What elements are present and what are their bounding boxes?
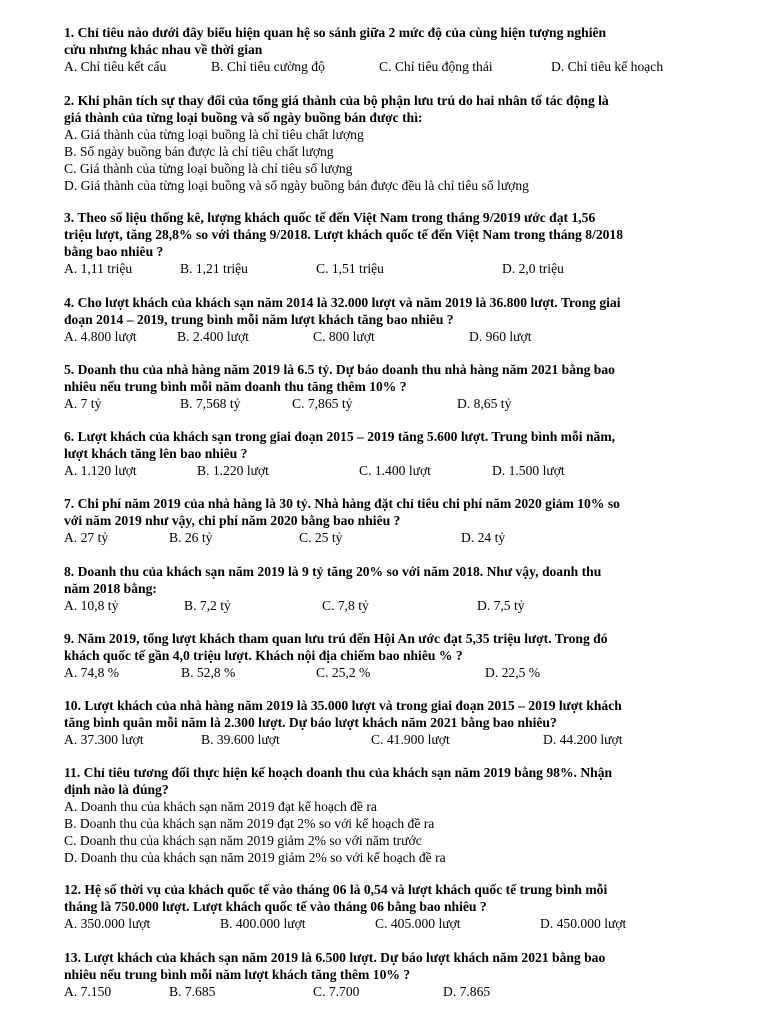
answer-option-c: C. 7,8 tỷ — [322, 598, 369, 613]
answer-option-d: D. Giá thành của từng loại buồng và số ngày buồng bán được đều là chỉ tiêu số lượng — [64, 178, 529, 193]
answer-options — [64, 462, 714, 479]
question-text-line: 13. Lượt khách của khách sạn năm 2019 là 6.500 lượt. Dự báo lượt khách năm 2021 bằng bao — [64, 950, 606, 965]
answer-option-b: B. 1.220 lượt — [197, 463, 269, 478]
answer-option-c: C. 1.400 lượt — [359, 463, 431, 478]
answer-options — [64, 529, 714, 546]
question-text-line: 7. Chi phí năm 2019 của nhà hàng là 30 tỷ. Nhà hàng đặt chỉ tiêu chi phí năm 2020 giảm 10% so — [64, 496, 620, 511]
question-text-line: bằng bao nhiêu ? — [64, 244, 164, 259]
question-text-line: với năm 2019 như vậy, chi phí năm 2020 bằng bao nhiêu ? — [64, 513, 401, 528]
answer-option-a: A. 10,8 tỷ — [64, 598, 119, 613]
answer-options — [64, 260, 714, 277]
question-text-line: tăng bình quân mỗi năm là 2.300 lượt. Dự báo lượt khách năm 2021 bằng bao nhiêu? — [64, 715, 557, 730]
question-8 — [64, 563, 714, 614]
answer-option-a: A. 4.800 lượt — [64, 329, 137, 344]
question-text-line: 1. Chỉ tiêu nào dưới đây biểu hiện quan hệ so sánh giữa 2 mức độ của cùng hiện tượng nghiên — [64, 25, 607, 40]
answer-option-d: D. 44.200 lượt — [543, 732, 623, 747]
answer-option-a: A. Doanh thu của khách sạn năm 2019 đạt kế hoạch đề ra — [64, 799, 377, 814]
answer-options — [64, 915, 714, 932]
question-text-line: năm 2018 bằng: — [64, 581, 157, 596]
question-11 — [64, 764, 714, 866]
answer-option-b: B. Số ngày buồng bán được là chỉ tiêu chất lượng — [64, 144, 334, 159]
question-text-line: 5. Doanh thu của nhà hàng năm 2019 là 6.5 tỷ. Dự báo doanh thu nhà hàng năm 2021 bằng bao — [64, 362, 615, 377]
question-6 — [64, 428, 714, 479]
question-text-line: 10. Lượt khách của nhà hàng năm 2019 là 35.000 lượt và trong giai đoạn 2015 – 2019 lượt khách — [64, 698, 622, 713]
question-text-line: 12. Hệ số thời vụ của khách quốc tế vào tháng 06 là 0,54 và lượt khách quốc tế trung bình mỗi — [64, 882, 608, 897]
answer-option-a: A. Chỉ tiêu kết cấu — [64, 59, 167, 74]
question-text-line: khách quốc tế gần 4,0 triệu lượt. Khách nội địa chiếm bao nhiêu % ? — [64, 648, 463, 663]
answer-option-b: B. 7.685 — [169, 984, 216, 999]
answer-option-a: A. 7 tỷ — [64, 396, 102, 411]
answer-options — [64, 664, 714, 681]
answer-option-d: D. 960 lượt — [469, 329, 532, 344]
answer-option-a: A. 1,11 triệu — [64, 261, 133, 276]
answer-options — [64, 395, 714, 412]
question-12 — [64, 881, 714, 932]
question-13 — [64, 949, 714, 1000]
answer-option-c: C. Doanh thu của khách sạn năm 2019 giảm 2% so với năm trước — [64, 833, 422, 848]
answer-option-b: B. Chỉ tiêu cường độ — [211, 59, 325, 74]
question-text-line: cứu nhưng khác nhau về thời gian — [64, 42, 263, 57]
answer-option-a: A. 350.000 lượt — [64, 916, 151, 931]
answer-option-a: A. Giá thành của từng loại buồng là chỉ tiêu chất lượng — [64, 127, 364, 142]
question-text-line: nhiêu nếu trung bình mỗi năm doanh thu tăng thêm 10% ? — [64, 379, 407, 394]
answer-option-c: C. 25 tỷ — [299, 530, 343, 545]
question-1 — [64, 24, 714, 75]
answer-option-c: C. 1,51 triệu — [316, 261, 384, 276]
answer-option-d: D. 2,0 triệu — [502, 261, 564, 276]
question-7 — [64, 495, 714, 546]
question-text-line: 4. Cho lượt khách của khách sạn năm 2014 là 32.000 lượt và năm 2019 là 36.800 lượt. Trong giai — [64, 295, 621, 310]
question-text-line: 11. Chỉ tiêu tương đối thực hiện kế hoạch doanh thu của khách sạn năm 2019 bằng 98%. Nhận — [64, 765, 613, 780]
question-text-line: 8. Doanh thu của khách sạn năm 2019 là 9 tỷ tăng 20% so với năm 2018. Như vậy, doanh thu — [64, 564, 602, 579]
question-text-line: định nào là đúng? — [64, 782, 169, 797]
answer-option-a: A. 7.150 — [64, 984, 112, 999]
answer-option-d: D. 8,65 tỷ — [457, 396, 512, 411]
question-text-line: nhiêu nếu trung bình mỗi năm lượt khách tăng thêm 10% ? — [64, 967, 411, 982]
answer-option-a: A. 74,8 % — [64, 665, 120, 680]
answer-option-c: C. 25,2 % — [316, 665, 371, 680]
answer-option-c: C. 7,865 tỷ — [292, 396, 353, 411]
question-9 — [64, 630, 714, 681]
question-text-line: 3. Theo số liệu thống kê, lượng khách quốc tế đến Việt Nam trong tháng 9/2019 ước đạt 1,56 — [64, 210, 596, 225]
answer-option-d: D. 24 tỷ — [461, 530, 506, 545]
answer-option-c: C. 41.900 lượt — [371, 732, 450, 747]
answer-option-a: A. 1.120 lượt — [64, 463, 137, 478]
answer-options — [64, 983, 714, 1000]
answer-option-b: B. 39.600 lượt — [201, 732, 280, 747]
answer-option-d: D. 1.500 lượt — [492, 463, 565, 478]
question-text-line: giá thành của từng loại buồng và số ngày buồng bán được thì: — [64, 110, 423, 125]
answer-option-b: B. 52,8 % — [181, 665, 236, 680]
answer-options — [64, 328, 714, 345]
answer-option-d: D. 22,5 % — [485, 665, 541, 680]
question-text-line: 9. Năm 2019, tổng lượt khách tham quan lưu trú đến Hội An ước đạt 5,35 triệu lượt. Trong đó — [64, 631, 608, 646]
answer-option-b: B. 1,21 triệu — [180, 261, 248, 276]
answer-options — [64, 731, 714, 748]
answer-option-b: B. 7,2 tỷ — [184, 598, 231, 613]
answer-option-c: C. 7.700 — [313, 984, 360, 999]
answer-option-b: B. 2.400 lượt — [177, 329, 249, 344]
answer-option-c: C. 800 lượt — [313, 329, 375, 344]
answer-options — [64, 597, 714, 614]
answer-option-d: D. Chỉ tiêu kế hoạch — [551, 59, 664, 74]
answer-option-d: D. 450.000 lượt — [540, 916, 627, 931]
question-text-line: lượt khách tăng lên bao nhiêu ? — [64, 446, 248, 461]
answer-options — [64, 58, 714, 75]
question-text-line: 6. Lượt khách của khách sạn trong giai đoạn 2015 – 2019 tăng 5.600 lượt. Trung bình mỗi năm, — [64, 429, 616, 444]
answer-option-d: D. 7,5 tỷ — [477, 598, 525, 613]
answer-option-b: B. 400.000 lượt — [220, 916, 306, 931]
answer-option-c: C. Giá thành của từng loại buồng là chỉ tiêu số lượng — [64, 161, 353, 176]
answer-option-a: A. 27 tỷ — [64, 530, 109, 545]
answer-option-a: A. 37.300 lượt — [64, 732, 144, 747]
answer-option-c: C. 405.000 lượt — [375, 916, 461, 931]
question-3 — [64, 209, 714, 277]
answer-option-c: C. Chỉ tiêu động thái — [379, 59, 493, 74]
question-5 — [64, 361, 714, 412]
question-4 — [64, 294, 714, 345]
question-text-line: 2. Khi phân tích sự thay đổi của tổng giá thành của bộ phận lưu trú do hai nhân tố tác động là — [64, 93, 609, 108]
question-text-line: triệu lượt, tăng 28,8% so với tháng 9/2018. Lượt khách quốc tế đến Việt Nam trong tháng 8/2018 — [64, 227, 624, 242]
question-text-line: tháng là 750.000 lượt. Lượt khách quốc tế vào tháng 06 bằng bao nhiêu ? — [64, 899, 487, 914]
answer-option-b: B. Doanh thu của khách sạn năm 2019 đạt 2% so với kế hoạch đề ra — [64, 816, 435, 831]
question-10 — [64, 697, 714, 748]
answer-option-b: B. 7,568 tỷ — [180, 396, 241, 411]
answer-option-d: D. Doanh thu của khách sạn năm 2019 giảm 2% so với kế hoạch đề ra — [64, 850, 446, 865]
answer-option-d: D. 7.865 — [443, 984, 491, 999]
answer-option-b: B. 26 tỷ — [169, 530, 213, 545]
question-text-line: đoạn 2014 – 2019, trung bình mỗi năm lượt khách tăng bao nhiêu ? — [64, 312, 454, 327]
question-2 — [64, 92, 714, 194]
